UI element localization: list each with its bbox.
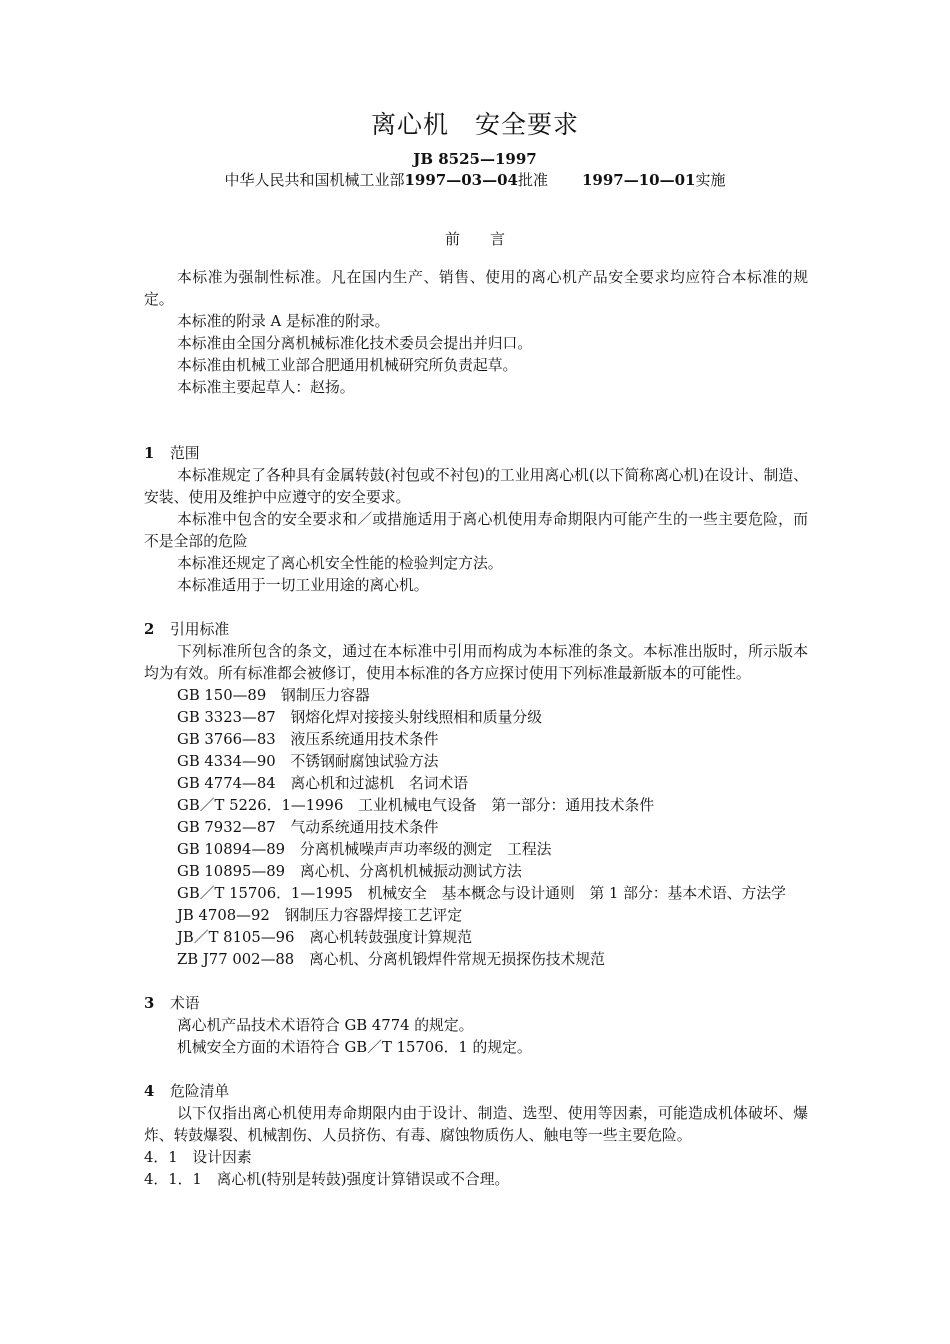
section-number: 2 xyxy=(144,621,155,638)
foreword-paragraph: 本标准为强制性标准。凡在国内生产、销售、使用的离心机产品安全要求均应符合本标准的规定。 xyxy=(144,269,808,308)
effective-date: 1997—10—01 xyxy=(582,171,696,189)
reference-item-long: GB／T 15706．1—1995 机械安全 基本概念与设计通则 第 1 部分：基本术语、方法学 xyxy=(177,885,786,902)
section-heading-references xyxy=(144,619,808,641)
document-body xyxy=(144,267,808,1191)
subsection-heading: 4．1 设计因素 xyxy=(144,1149,252,1166)
approval-line xyxy=(0,169,950,191)
section-heading-hazards xyxy=(144,1081,808,1103)
issuer: 中华人民共和国机械工业部 xyxy=(224,171,405,189)
scope-paragraph: 本标准还规定了离心机安全性能的检验判定方法。 xyxy=(177,555,503,572)
approve-date: 1997—03—04 xyxy=(404,171,518,189)
reference-item: GB 150—89 钢制压力容器 xyxy=(177,687,370,704)
foreword-heading: 前 言 xyxy=(444,230,505,248)
reference-item: ZB J77 002—88 离心机、分离机锻焊件常规无损探伤技术规范 xyxy=(177,951,605,968)
foreword-paragraph: 本标准的附录 A 是标准的附录。 xyxy=(177,313,390,330)
references-intro: 下列标准所包含的条文，通过在本标准中引用而构成为本标准的条文。本标准出版时，所示版本均为有效。所有标准都会被修订，使用本标准的各方应探讨使用下列标准最新版本的可能性。 xyxy=(144,643,808,682)
reference-item: GB 7932—87 气动系统通用技术条件 xyxy=(177,819,439,836)
reference-item: JB／T 8105—96 离心机转鼓强度计算规范 xyxy=(177,929,473,946)
reference-item: GB 10894—89 分离机械噪声声功率级的测定 工程法 xyxy=(177,841,552,858)
reference-item: GB／T 5226．1—1996 工业机械电气设备 第一部分：通用技术条件 xyxy=(177,797,655,814)
section-title: 危险清单 xyxy=(170,1083,230,1100)
scope-paragraph: 本标准规定了各种具有金属转鼓(衬包或不衬包)的工业用离心机(以下简称离心机)在设计、制造、安装、使用及维护中应遵守的安全要求。 xyxy=(144,467,808,506)
effective-word: 实施 xyxy=(695,171,726,189)
section-heading-terms xyxy=(144,993,808,1015)
reference-item: GB 4774—84 离心机和过滤机 名词术语 xyxy=(177,775,469,792)
reference-item: JB 4708—92 钢制压力容器焊接工艺评定 xyxy=(177,907,463,924)
subsection-item: 4．1．1 离心机(特别是转鼓)强度计算错误或不合理。 xyxy=(144,1171,510,1188)
reference-item: GB 3766—83 液压系统通用技术条件 xyxy=(177,731,439,748)
section-number: 3 xyxy=(144,995,155,1012)
scope-paragraph: 本标准适用于一切工业用途的离心机。 xyxy=(177,577,429,594)
scope-paragraph: 本标准中包含的安全要求和／或措施适用于离心机使用寿命期限内可能产生的一些主要危险，而不是全部的危险 xyxy=(144,511,808,550)
terms-item: 离心机产品技术术语符合 GB 4774 的规定。 xyxy=(177,1017,474,1034)
section-title: 范围 xyxy=(170,445,200,462)
section-title: 引用标准 xyxy=(170,621,230,638)
terms-item: 机械安全方面的术语符合 GB／T 15706．1 的规定。 xyxy=(177,1039,532,1056)
section-number: 4 xyxy=(144,1083,155,1100)
document-title: 离心机 安全要求 xyxy=(370,110,579,139)
reference-item: GB 4334—90 不锈钢耐腐蚀试验方法 xyxy=(177,753,439,770)
foreword-paragraph: 本标准由全国分离机械标准化技术委员会提出并归口。 xyxy=(177,335,533,352)
section-title: 术语 xyxy=(170,995,200,1012)
foreword-paragraph: 本标准主要起草人：赵扬。 xyxy=(177,379,355,396)
section-number: 1 xyxy=(144,445,155,462)
hazards-intro: 以下仅指出离心机使用寿命期限内由于设计、制造、选型、使用等因素，可能造成机体破坏、爆炸、转鼓爆裂、机械割伤、人员挤伤、有毒、腐蚀物质伤人、触电等一些主要危险。 xyxy=(144,1105,808,1144)
foreword-paragraph: 本标准由机械工业部合肥通用机械研究所负责起草。 xyxy=(177,357,518,374)
reference-item: GB 3323—87 钢熔化焊对接接头射线照相和质量分级 xyxy=(177,709,543,726)
section-heading-scope xyxy=(144,443,808,465)
reference-item: GB 10895—89 离心机、分离机机械振动测试方法 xyxy=(177,863,522,880)
approve-word: 批准 xyxy=(517,171,548,189)
standard-code: JB 8525—1997 xyxy=(413,150,537,168)
